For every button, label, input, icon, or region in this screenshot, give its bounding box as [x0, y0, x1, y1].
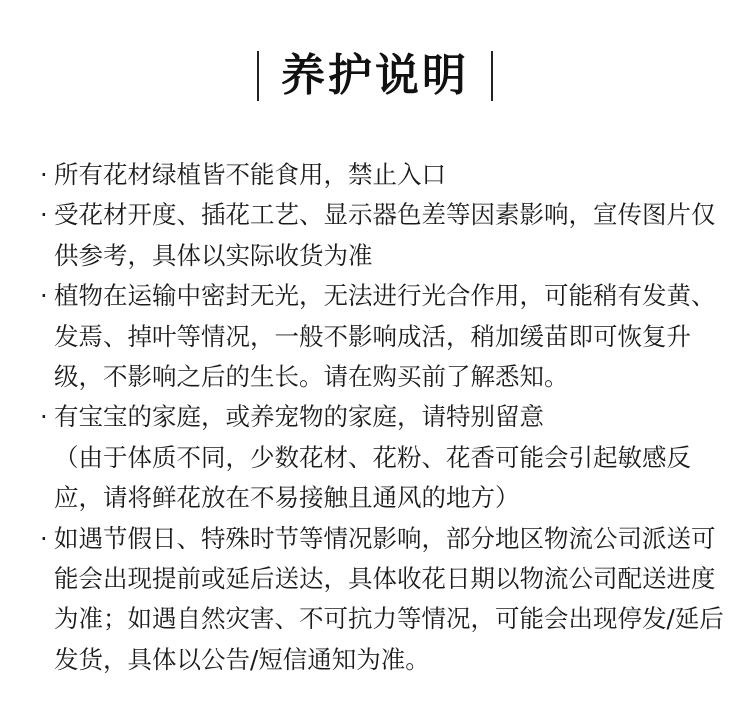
care-note-text: 植物在运输中密封无光，无法进行光合作用，可能稍有发黄、发焉、掉叶等情况，一般不影响成活，稍加缓苗即可恢复升级，不影响之后的生长。请在购买前了解悉知。 [54, 281, 716, 392]
bullet-dot: · [40, 282, 48, 311]
bullet-dot: · [40, 403, 48, 432]
care-note-text: 所有花材绿植皆不能食用，禁止入口 [54, 160, 446, 189]
care-note-text: 有宝宝的家庭，或养宠物的家庭，请特别留意 （由于体质不同，少数花材、花粉、花香可能会引起敏感反应，请将鲜花放在不易接触且通风的地方） [54, 402, 691, 513]
title-right-divider [491, 51, 493, 101]
care-note-item [40, 276, 730, 397]
care-note-item [40, 397, 730, 518]
title-left-divider [257, 51, 259, 101]
care-notes-list [40, 155, 730, 680]
bullet-dot: · [40, 161, 48, 189]
care-note-text: 如遇节假日、特殊时节等情况影响，部分地区物流公司派送可能会出现提前或延后送达，具体收花日期以物流公司配送进度为准；如遇自然灾害、不可抗力等情况，可能会出现停发/延后发货，具体以公告/短信通知为准。 [54, 523, 724, 674]
care-note-item [40, 155, 730, 195]
bullet-dot: · [40, 201, 48, 230]
care-note-text: 受花材开度、插花工艺、显示器色差等因素影响，宣传图片仅供参考，具体以实际收货为准 [54, 200, 716, 270]
page-header [0, 45, 750, 107]
bullet-dot: · [40, 524, 48, 553]
page-title: 养护说明 [281, 50, 469, 101]
care-note-item [40, 519, 730, 681]
care-note-item [40, 195, 730, 276]
